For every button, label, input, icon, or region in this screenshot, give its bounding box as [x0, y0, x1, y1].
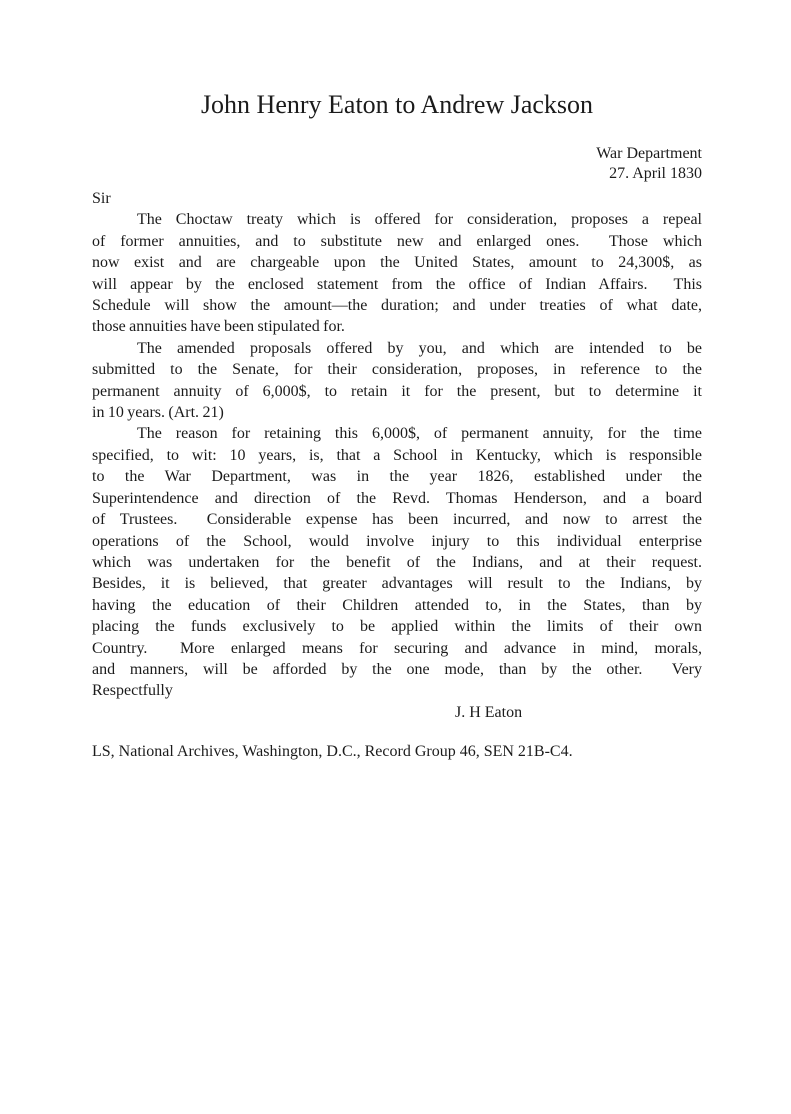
- letter-line: will appear by the enclosed statement from the office of Indian Affairs. This: [92, 275, 702, 293]
- letter-line: now exist and are chargeable upon the United States, amount to 24,300$, as: [92, 254, 702, 272]
- letter-document: [0, 90, 791, 1114]
- letter-line: Besides, it is believed, that greater advantages will result to the Indians, by: [92, 575, 702, 593]
- letter-line: Schedule will show the amount—the duration; and under treaties of what date,: [92, 297, 702, 315]
- letter-line: permanent annuity of 6,000$, to retain it for the present, but to determine it: [92, 382, 702, 400]
- letter-line: having the education of their Children attended to, in the States, than by: [92, 596, 702, 614]
- letter-line: those annuities have been stipulated for.: [92, 318, 345, 336]
- letter-line: The amended proposals offered by you, and which are intended to be: [137, 339, 702, 357]
- letter-paragraph: [92, 423, 702, 701]
- source-note: LS, National Archives, Washington, D.C., Record Group 46, SEN 21B-C4.: [92, 743, 573, 761]
- letter-line: operations of the School, would involve injury to this individual enterprise: [92, 532, 702, 550]
- letter-paragraph: [92, 209, 702, 337]
- letter-body: [92, 209, 702, 701]
- letter-line: which was undertaken for the benefit of the Indians, and at their request.: [92, 553, 702, 571]
- letter-line: of Trustees. Considerable expense has been incurred, and now to arrest the: [92, 511, 702, 529]
- letter-heading: [92, 144, 702, 184]
- letter-line: Respectfully: [92, 682, 173, 700]
- letter-line: Country. More enlarged means for securing and advance in mind, morals,: [92, 639, 702, 657]
- letter-line: of former annuities, and to substitute new and enlarged ones. Those which: [92, 232, 702, 250]
- letter-line: The reason for retaining this 6,000$, of permanent annuity, for the time: [137, 425, 702, 443]
- heading-department: War Department: [596, 145, 702, 162]
- letter-line: The Choctaw treaty which is offered for consideration, proposes a repeal: [137, 211, 702, 229]
- letter-signature: J. H Eaton: [455, 703, 523, 721]
- letter-line: submitted to the Senate, for their consideration, proposes, in reference to the: [92, 361, 702, 379]
- letter-line: placing the funds exclusively to be applied within the limits of their own: [92, 618, 702, 636]
- letter-line: to the War Department, was in the year 1826, established under the: [92, 468, 702, 486]
- letter-line: in 10 years. (Art. 21): [92, 404, 224, 422]
- letter-line: and manners, will be afforded by the one mode, than by the other. Very: [92, 660, 702, 678]
- letter-paragraph: [92, 338, 702, 424]
- letter-title: John Henry Eaton to Andrew Jackson: [200, 90, 594, 119]
- letter-line: specified, to wit: 10 years, is, that a School in Kentucky, which is responsible: [92, 446, 702, 464]
- heading-date: 27. April 1830: [609, 165, 702, 182]
- letter-line: Superintendence and direction of the Revd. Thomas Henderson, and a board: [92, 489, 702, 507]
- letter-salutation: Sir: [92, 190, 111, 207]
